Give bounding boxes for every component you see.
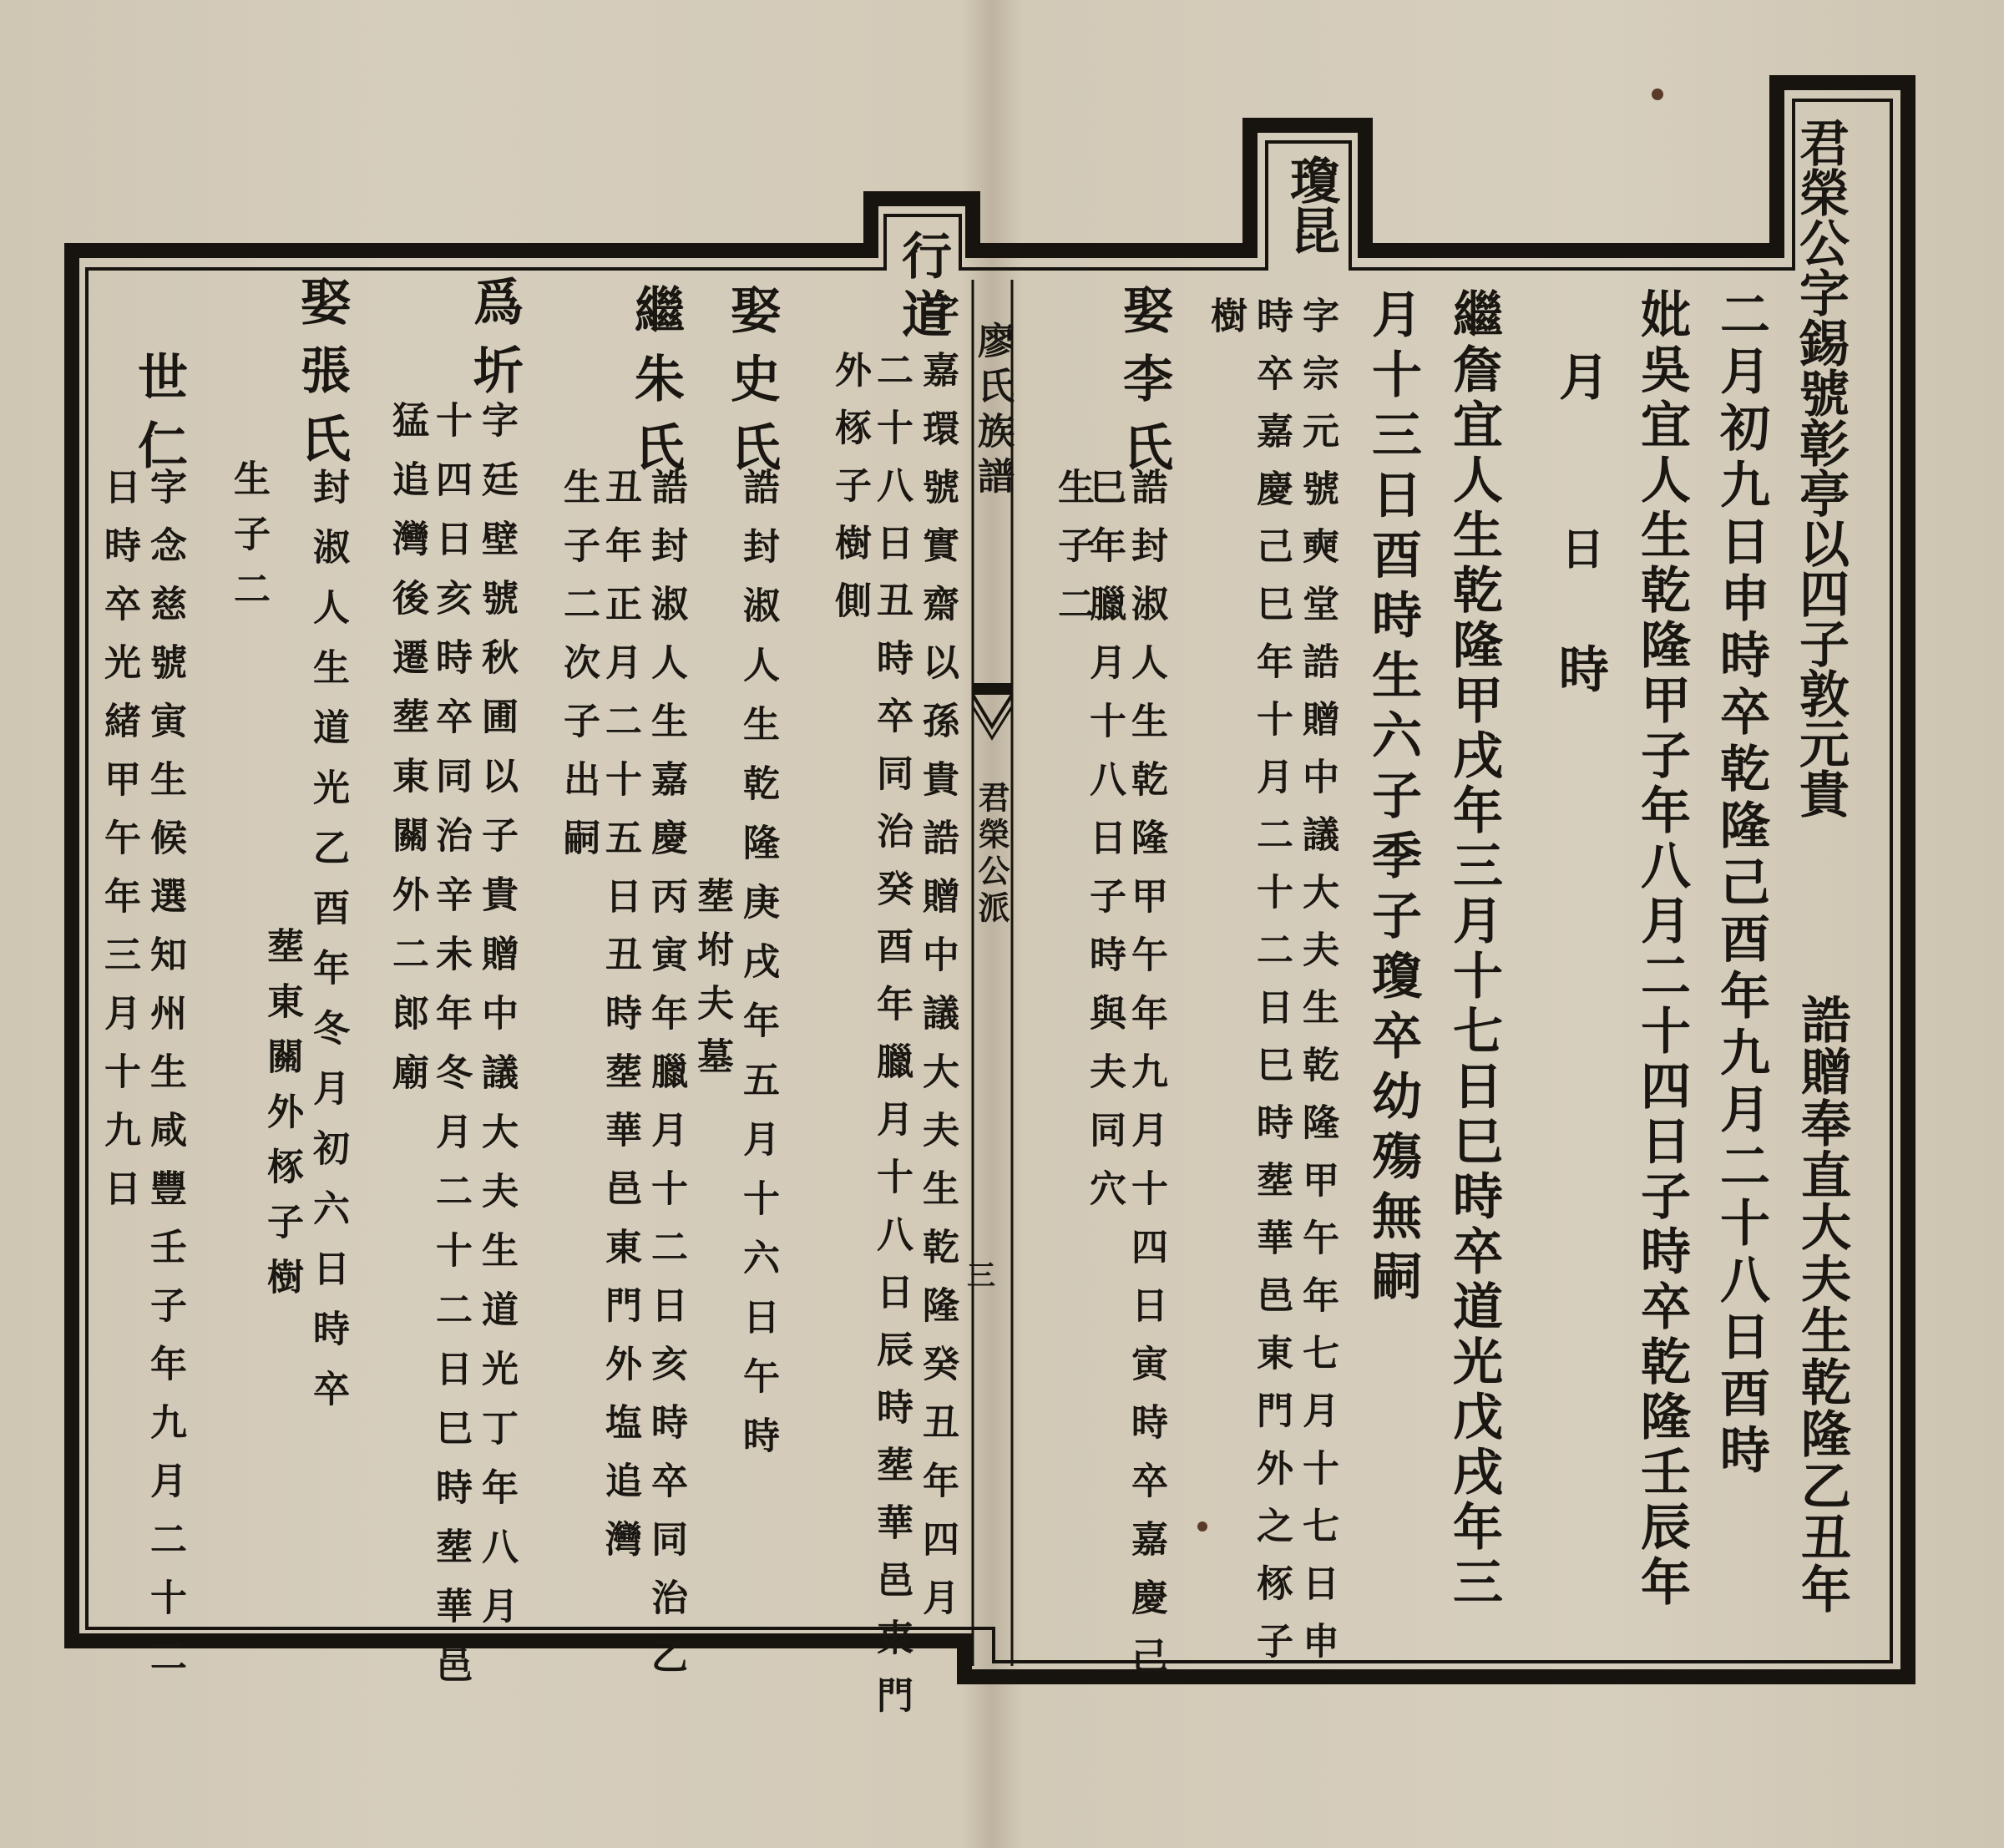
wife-name: 娶李氏: [1115, 284, 1173, 489]
wife-detail: 誥封淑人生乾隆甲午年九月十四日寅時卒嘉慶己: [1125, 468, 1167, 1695]
grandson-detail: 日時卒光緒甲午年三月十九日: [98, 468, 140, 1228]
book-title: 廖氏族譜: [971, 322, 1014, 502]
person-name: 瓊昆: [1282, 154, 1340, 255]
wife-detail: 丑年正月二十五日丑時塟華邑東門外塩追灣: [599, 468, 641, 1578]
text-column: 妣吳宜人生乾隆甲子年八月二十四日子時卒乾隆壬辰年: [1632, 288, 1691, 1611]
ink-spot: [1197, 1521, 1207, 1532]
person-detail: 時卒嘉慶己巳年十月二十二日巳時塟華邑東門外之㭬子: [1250, 296, 1293, 1679]
son-detail: 字廷壁號秋圃以子貴贈中議大夫生道光丁年八月: [475, 401, 518, 1646]
tab-title: 君榮公字錫號彰亭以四子敦元貴: [1791, 117, 1850, 818]
son-wife-detail: 生子二: [227, 459, 270, 625]
text-column: 繼詹宜人生乾隆甲戌年三月十七日巳時卒道光戊戌年三: [1445, 288, 1503, 1611]
text-column: 日: [1553, 526, 1604, 570]
son-detail: 十四日亥時卒同治辛未年冬月二十二日巳時塟華邑: [429, 401, 472, 1705]
person-detail: 字宗元號奭堂誥贈中議大夫生乾隆甲午年七月十七日申: [1296, 296, 1339, 1679]
person-detail: 外㭬子樹側: [828, 351, 871, 639]
text-column: 月: [1551, 351, 1609, 401]
branch-label: 君榮公派: [973, 781, 1010, 928]
text-column: 誥贈奉直大夫生乾隆乙丑年: [1793, 994, 1851, 1615]
person-detail: 二十八日丑時卒同治癸酉年臘月十八日辰時塟華邑東門: [870, 351, 913, 1734]
wife-detail: 誥封淑人生乾隆庚戌年五月十六日午時: [736, 468, 779, 1476]
wife-name: 娶史氏: [722, 284, 781, 489]
son-detail: 猛追灣後遷塟東關外二郎廟: [386, 401, 428, 1112]
wife-detail: 誥封淑人生嘉慶丙寅年臘月十二日亥時卒同治乙: [645, 468, 687, 1695]
person-detail: 字嘉環號實齋以孫貴誥贈中議大夫生乾隆癸丑年四月: [916, 292, 959, 1637]
son-wife-detail: 封淑人生道光乙酉年冬月初六日時卒: [306, 468, 349, 1430]
wife-detail: 生子二: [1051, 468, 1094, 643]
son-wife-name: 娶張氏: [292, 276, 351, 481]
son-name: 爲圻: [465, 276, 524, 413]
person-name: 行道: [893, 230, 952, 347]
wife-detail: 生子二次子出嗣: [557, 468, 600, 877]
person-detail: 樹: [1204, 296, 1247, 333]
grandson-name: 世仁: [129, 351, 188, 488]
page-number: 三: [967, 1259, 995, 1293]
text-column: 月十三日酉時生六子季子瓊卒幼殤無嗣: [1364, 288, 1422, 1310]
grandson-detail: 字念慈號寅生候選知州生咸豐壬子年九月二十二: [144, 468, 186, 1695]
wife-detail: 塟坿夫墓: [691, 877, 733, 1091]
ink-spot: [1652, 89, 1663, 100]
son-wife-detail: 塟東關外㭬子樹: [261, 927, 303, 1313]
text-column: 二月初九日申時卒乾隆己酉年九月二十八日酉時: [1712, 288, 1770, 1481]
text-column: 時: [1551, 643, 1609, 693]
wife-detail: 巳年臘月十八日子時與夫同穴: [1083, 468, 1126, 1228]
wife-name: 繼朱氏: [626, 284, 685, 489]
